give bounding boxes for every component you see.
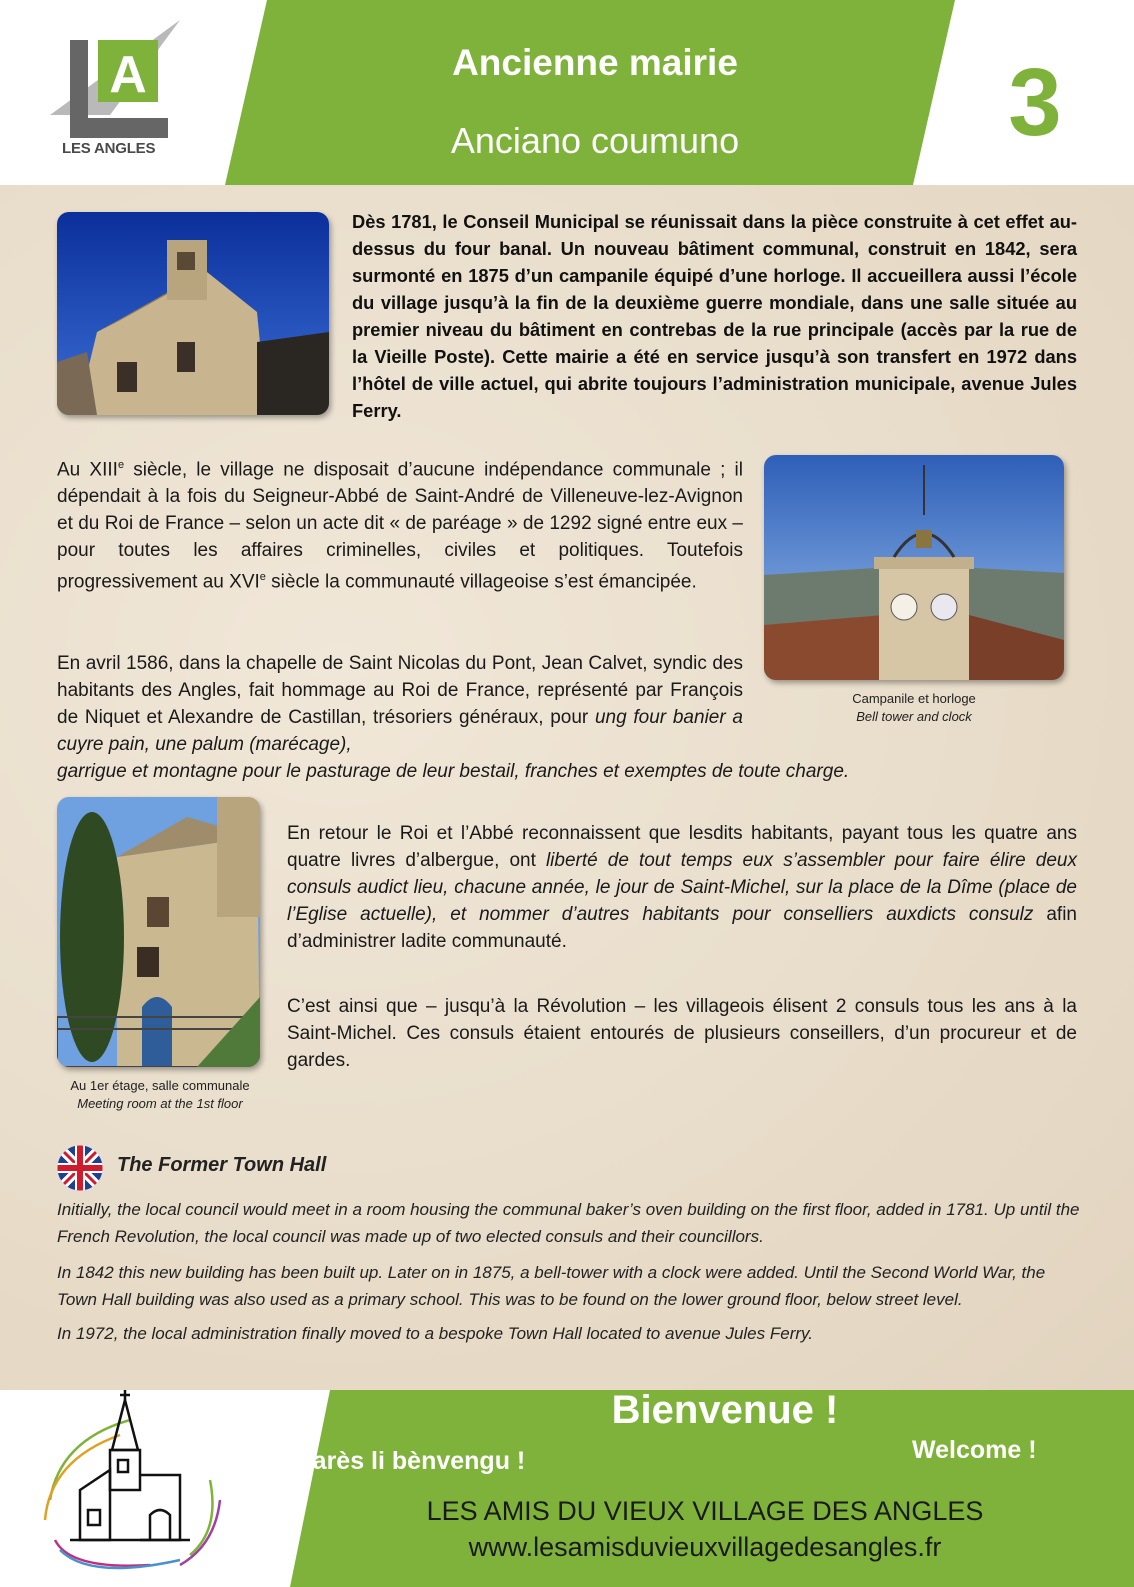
site-number: 3: [1008, 49, 1062, 156]
caption-bell-tower-fr: Campanile et horloge: [852, 691, 976, 706]
para2-italic: ung four banier a cuyre pain, une palum (marécage),: [57, 707, 743, 755]
para1-text-b: siècle, le village ne disposait d’aucune indépendance communale ; il dépendait à la fois du Seigneur-Abbé de Saint-André de Villeneuve-lez-Avignon et du Roi de France – selon un acte dit « de paréage » de 1292 signé entre eux – pour toutes les affaires criminelles, civiles et politiques. Toutefois progressivement au XVI: [57, 459, 743, 593]
paragraph-1586: [57, 650, 743, 758]
footer-provencal-welcome: Sarès li bènvengu !: [296, 1447, 526, 1475]
caption-meeting-room-en: Meeting room at the 1st floor: [77, 1096, 243, 1111]
caption-meeting-room: [40, 1077, 280, 1113]
footer-organisation: LES AMIS DU VIEUX VILLAGE DES ANGLES: [426, 1496, 984, 1526]
uk-flag-icon: [56, 1144, 104, 1192]
caption-meeting-room-fr: Au 1er étage, salle communale: [70, 1078, 250, 1093]
english-paragraph-3: In 1972, the local administration finally moved to a bespoke Town Hall located to avenue Jules Ferry.: [57, 1324, 813, 1343]
page-subtitle: Anciano coumuno: [450, 120, 740, 161]
intro-paragraph: Dès 1781, le Conseil Municipal se réunissait dans la pièce construite à cet effet au-dessus du four banal. Un nouveau bâtiment communal, construit en 1842, sera surmonté en 1875 d’un campanile équipé d’une horloge. Il accueillera aussi l’école du village jusqu’à la fin de la deuxième guerre mondiale, dans une salle située au premier niveau du bâtiment en contrebas de la rue principale (accès par la rue de la Vieille Poste). Cette mairie a été en service jusqu’à son transfert en 1972 dans l’hôtel de ville actuel, qui abrite toujours l’administration municipale, avenue Jules Ferry.: [352, 211, 1077, 421]
paragraph-1586-continued: [57, 758, 1087, 785]
footer-website-link[interactable]: www.lesamisduvieuxvillagedesangles.fr: [468, 1532, 942, 1562]
para1-text-a: Au XIII: [57, 459, 118, 481]
village-church-logo: [30, 1380, 230, 1580]
caption-bell-tower-en: Bell tower and clock: [856, 709, 972, 724]
paragraph-consuls: [287, 820, 1077, 955]
footer-bienvenue: Bienvenue !: [611, 1388, 839, 1432]
english-paragraph-2: In 1842 this new building has been built up. Later on in 1875, a bell-tower with a clock were added. Until the Second World War, the Town Hall building was also used as a primary school. This was to be found on the lower ground floor, below street level.: [57, 1263, 1046, 1309]
photo-bell-tower: [764, 455, 1064, 680]
page-title: Ancienne mairie: [452, 42, 738, 83]
para2-text: En avril 1586, dans la chapelle de Saint Nicolas du Pont, Jean Calvet, syndic des habitants des Angles, fait hommage au Roi de France, représenté par François de Niquet et Alexandre de Castillan, trésoriers généraux, pour: [57, 653, 743, 728]
photo-town-hall-facade: [57, 212, 329, 415]
logo-text: LES ANGLES: [62, 140, 156, 157]
footer-english-welcome: Welcome !: [912, 1436, 1037, 1464]
para2-line2: garrigue et montagne pour le pasturage de leur bestail, franches et exemptes de toute charge.: [57, 761, 850, 782]
photo-meeting-room: [57, 797, 260, 1067]
para1-superscript-1: e: [117, 459, 125, 471]
para3-text-b: afin d’administrer ladite communauté.: [287, 904, 1077, 952]
english-paragraph-1: Initially, the local council would meet in a room housing the communal baker’s oven building on the first floor, added in 1781. Up until the French Revolution, the local council was made up of two elected consuls and their councillors.: [57, 1200, 1080, 1246]
para1-superscript-2: e: [259, 571, 266, 584]
english-title: The Former Town Hall: [117, 1154, 327, 1176]
paragraph-13th-century: [57, 452, 743, 596]
para3-text-a: En retour le Roi et l’Abbé reconnaissent que lesdits habitants, payant tous les quatre ans quatre livres d’albergue, ont: [287, 823, 1077, 871]
para3-italic: liberté de tout temps eux s’assembler pour faire élire deux consuls audict lieu, chacune année, le jour de Saint-Michel, sur la place de la Dîme (place de l’Eglise actuelle), et nommer d’autres habitants pour conselliers auxdicts consulz: [287, 850, 1077, 925]
paragraph-revolution: C’est ainsi que – jusqu’à la Révolution – les villageois élisent 2 consuls tous les ans à la Saint-Michel. Ces consuls étaient entourés de plusieurs conseillers, d’un procureur et de gardes.: [287, 996, 1077, 1071]
svg-text:A: A: [109, 46, 147, 104]
caption-bell-tower: [764, 690, 1064, 726]
para1-text-c: siècle la communauté villageoise s’est émancipée.: [265, 571, 697, 593]
